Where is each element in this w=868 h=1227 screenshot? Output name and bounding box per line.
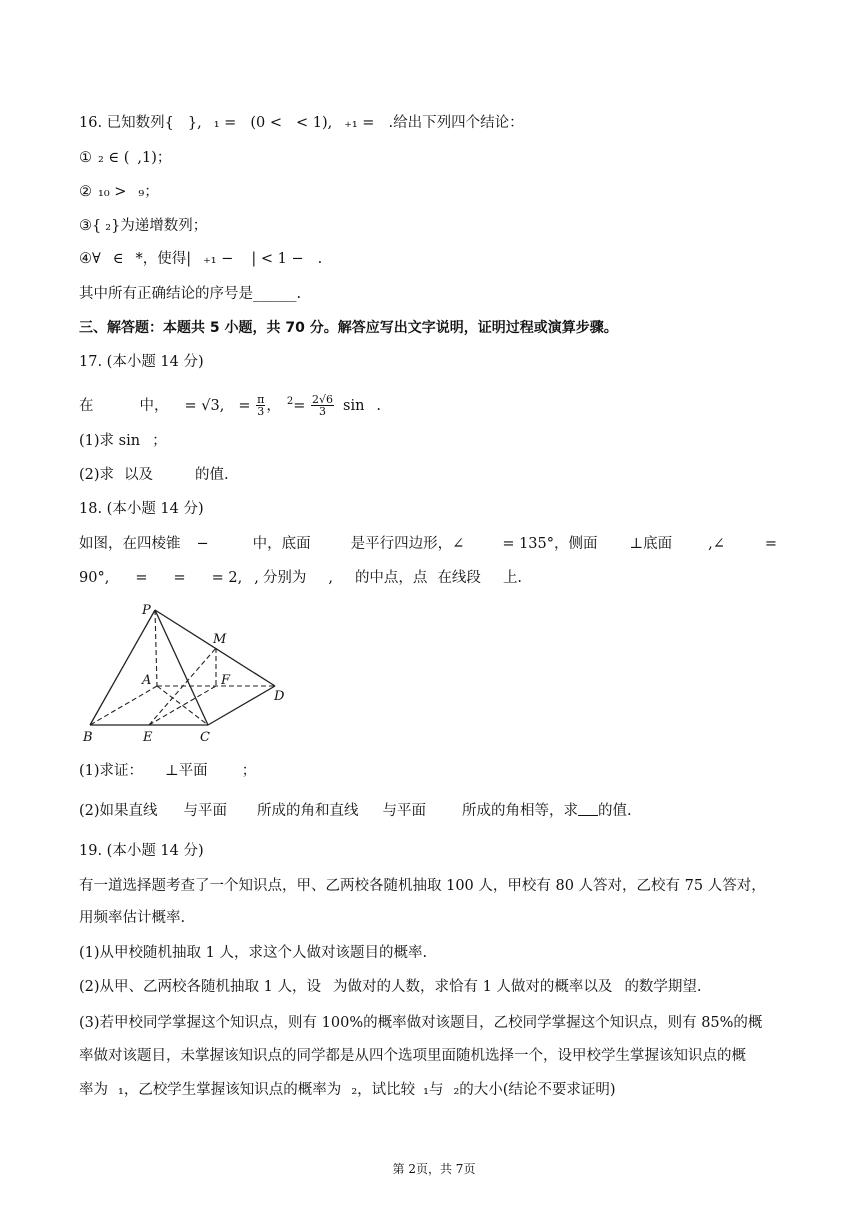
section-heading: 三、解答题：本题共 5 小题，共 70 分。解答应写出文字说明，证明过程或演算步骤。 <box>79 320 618 336</box>
label-P: P <box>142 603 151 618</box>
q18-line1: 如图，在四棱锥 − 中，底面 是平行四边形，∠ = 135°，侧面 ⊥底面 ,∠ = <box>79 536 778 552</box>
q18-part2: (2)如果直线 与平面 所成的角和直线 与平面 所成的角相等，求 的值. <box>79 803 632 819</box>
q16-conclusion-1: ① ₂ ∈ ( ,1)； <box>79 150 172 166</box>
q16-ask: 其中所有正确结论的序号是______. <box>79 286 302 302</box>
page-footer: 第 2页，共 7页 <box>392 1162 476 1176</box>
edge-AB <box>90 686 157 725</box>
q19-part1: (1)从甲校随机抽取 1 人，求这个人做对该题目的概率. <box>79 945 428 961</box>
q18-line2: 90°, = = = 2, , 分别为 , 的中点，点 在线段 上. <box>79 570 523 586</box>
edge-PB <box>90 610 155 725</box>
q17-part1: (1)求 sin ； <box>79 433 167 449</box>
q18-part1: (1)求证： ⊥平面 ； <box>79 763 257 779</box>
label-F: F <box>221 673 231 688</box>
q16-stem: 16. 已知数列{ }, ₁ = (0 < < 1), ₊₁ = .给出下列四个结论： <box>79 115 524 131</box>
q19-part2: (2)从甲、乙两校各随机抽取 1 人，设 为做对的人数，求恰有 1 人做对的概率以及 的数学期望. <box>79 979 702 995</box>
q19-part3-line3: 率为 ₁，乙校学生掌握该知识点的概率为 ₂，试比较 ₁与 ₂的大小(结论不要求证明) <box>79 1082 616 1098</box>
q16-conclusion-2: ② ₁₀ > ₉； <box>79 184 159 200</box>
edge-AC <box>157 686 208 725</box>
label-M: M <box>213 632 227 647</box>
label-B: B <box>83 730 93 745</box>
label-E: E <box>143 730 153 745</box>
q18-heading: 18. (本小题 14 分) <box>79 501 204 517</box>
label-A: A <box>142 673 152 688</box>
q19-line1: 有一道选择题考查了一个知识点，甲、乙两校各随机抽取 100 人，甲校有 80 人答对，乙校有 75 人答对， <box>79 878 766 894</box>
fraction-2sqrt6-over-3: $\frac{2√6}{3}$ <box>311 393 333 419</box>
q19-line2: 用频率估计概率. <box>79 910 186 926</box>
edge-CD <box>208 686 275 725</box>
label-C: C <box>200 730 210 745</box>
edge-PA <box>155 610 157 686</box>
q17-part2: (2)求 以及 的值. <box>79 467 229 483</box>
q17-given: 在 中， = √3, = $\frac{\pi}{3}$ ， $^2$= $\frac{2√6}{3}$ sin . <box>79 393 382 419</box>
q19-part3-line2: 率做对该题目，未掌握该知识点的同学都是从四个选项里面随机选择一个，设甲校学生掌握该知识点的概 <box>79 1048 746 1064</box>
q19-part3-line1: (3)若甲校同学掌握这个知识点，则有 100%的概率做对该题目，乙校同学掌握这个知识点，则有 85%的概 <box>79 1015 763 1031</box>
pyramid-figure <box>80 600 290 750</box>
q16-conclusion-4: ④∀ ∈ *，使得| ₊₁ − | < 1 − . <box>79 251 323 267</box>
fraction-pi-over-3: $\frac{\pi}{3}$ <box>257 393 265 419</box>
q16-conclusion-3: ③{ ₂}为递增数列； <box>79 218 208 234</box>
label-D: D <box>274 689 285 704</box>
q17-heading: 17. (本小题 14 分) <box>79 354 204 370</box>
q19-heading: 19. (本小题 14 分) <box>79 843 204 859</box>
